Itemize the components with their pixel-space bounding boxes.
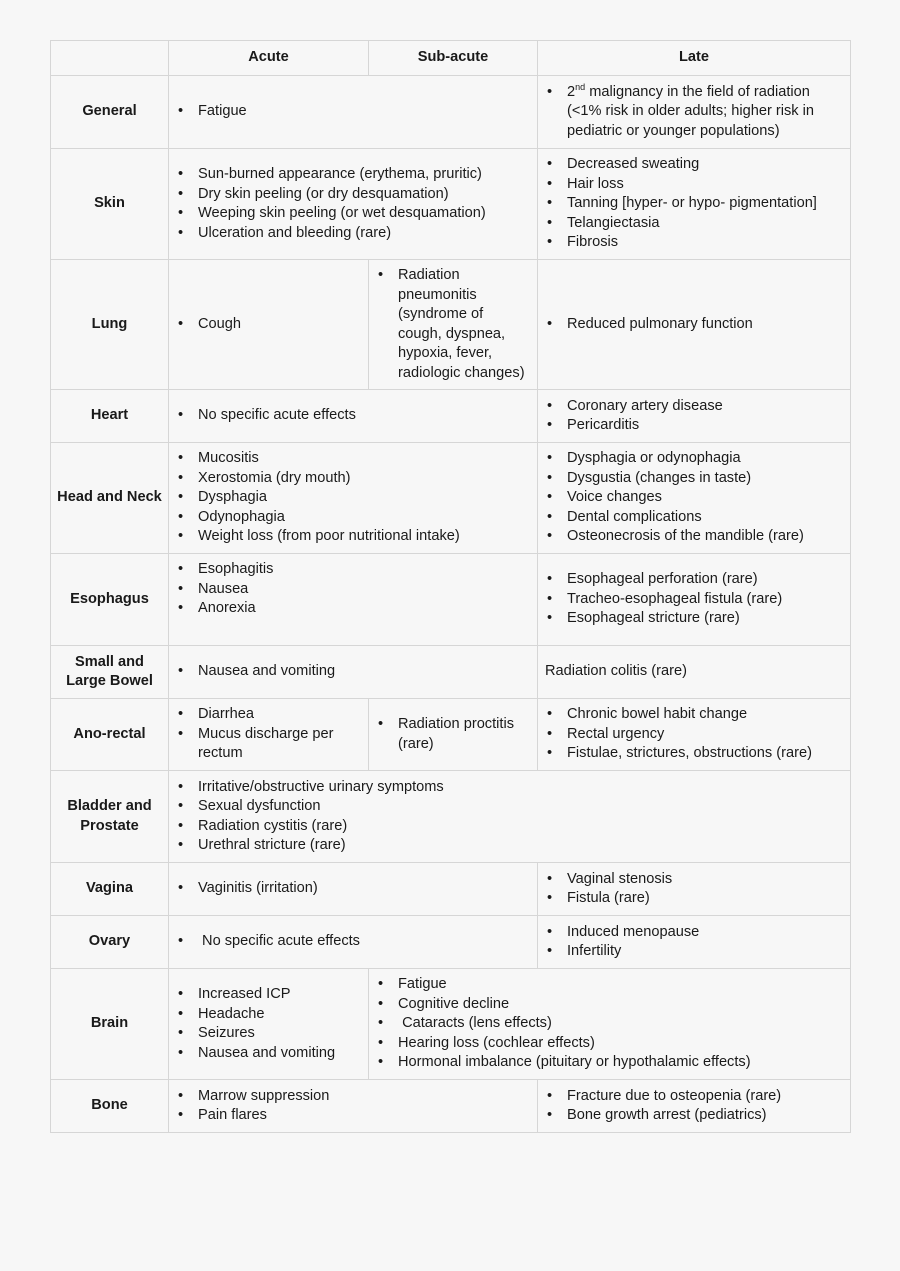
list-item: • Cataracts (lens effects)	[376, 1014, 842, 1034]
list-item: • Mucus discharge per rectum	[176, 725, 360, 764]
ovary-acute-list	[176, 932, 529, 952]
list-item: • Esophageal stricture (rare)	[545, 609, 842, 629]
lung-acute-cell	[169, 260, 369, 390]
list-item: • Fibrosis	[545, 233, 842, 253]
general-acute-list	[176, 102, 529, 122]
radiation-effects-table	[50, 40, 851, 1133]
table-row	[51, 646, 851, 699]
table-row	[51, 771, 851, 863]
list-item: • Sexual dysfunction	[176, 797, 842, 817]
bladder-all-list	[176, 778, 842, 856]
bowel-acute-list	[176, 662, 529, 682]
table-row	[51, 699, 851, 771]
bone-acute-cell	[169, 1080, 538, 1133]
list-item	[545, 83, 842, 142]
list-item: • Increased ICP	[176, 985, 360, 1005]
list-item: • Dental complications	[545, 508, 842, 528]
vagina-acute-cell	[169, 863, 538, 916]
row-label-anorectal: Ano-rectal	[51, 699, 169, 771]
row-label-ovary: Ovary	[51, 916, 169, 969]
anorectal-acute-cell	[169, 699, 369, 771]
table-row	[51, 916, 851, 969]
general-late-cell	[538, 76, 851, 149]
list-item: • Fistulae, strictures, obstructions (rare)	[545, 744, 842, 764]
list-item: • Nausea and vomiting	[176, 1044, 360, 1064]
row-label-esophagus: Esophagus	[51, 554, 169, 646]
anorectal-acute-list	[176, 705, 360, 764]
table-row	[51, 969, 851, 1080]
vagina-late-cell	[538, 863, 851, 916]
list-item: • Dysgustia (changes in taste)	[545, 469, 842, 489]
bone-acute-list	[176, 1087, 529, 1126]
list-item: • Esophagitis	[176, 560, 529, 580]
row-label-skin: Skin	[51, 149, 169, 260]
esophagus-acute-cell	[169, 554, 538, 646]
row-label-vagina: Vagina	[51, 863, 169, 916]
list-item: • Fracture due to osteopenia (rare)	[545, 1087, 842, 1107]
list-item: • Telangiectasia	[545, 214, 842, 234]
list-item: • Chronic bowel habit change	[545, 705, 842, 725]
list-item: • Dysphagia	[176, 488, 529, 508]
header-late: Late	[538, 41, 851, 76]
skin-acute-cell	[169, 149, 538, 260]
table-row	[51, 149, 851, 260]
row-label-general: General	[51, 76, 169, 149]
general-acute-cell	[169, 76, 538, 149]
list-item: • Urethral stricture (rare)	[176, 836, 842, 856]
list-item: • Radiation pneumonitis (syndrome of cough, dyspnea, hypoxia, fever, radiologic changes)	[376, 266, 529, 383]
list-item: • Nausea	[176, 580, 529, 600]
list-item: • No specific acute effects	[176, 406, 529, 426]
table-row	[51, 554, 851, 646]
anorectal-late-list	[545, 705, 842, 764]
list-item: • Seizures	[176, 1024, 360, 1044]
brain-late-list	[376, 975, 842, 1073]
table-row	[51, 1080, 851, 1133]
list-item: • Weeping skin peeling (or wet desquamation)	[176, 204, 529, 224]
list-item: • Cognitive decline	[376, 995, 842, 1015]
bowel-acute-cell	[169, 646, 538, 699]
list-item: • Xerostomia (dry mouth)	[176, 469, 529, 489]
anorectal-subacute-cell	[369, 699, 538, 771]
brain-acute-cell	[169, 969, 369, 1080]
ovary-late-cell	[538, 916, 851, 969]
row-label-heart: Heart	[51, 390, 169, 443]
list-item: • Pericarditis	[545, 416, 842, 436]
header-acute: Acute	[169, 41, 369, 76]
bone-late-list	[545, 1087, 842, 1126]
ovary-late-list	[545, 923, 842, 962]
esophagus-late-cell	[538, 554, 851, 646]
skin-acute-list	[176, 165, 529, 243]
lung-late-cell	[538, 260, 851, 390]
header-row	[51, 41, 851, 76]
list-item: • Voice changes	[545, 488, 842, 508]
list-item: • Diarrhea	[176, 705, 360, 725]
anorectal-subacute-list	[376, 715, 529, 754]
heart-late-cell	[538, 390, 851, 443]
list-item: • Hearing loss (cochlear effects)	[376, 1034, 842, 1054]
general-late-rest: malignancy in the field of radiation (<1% risk in older adults; higher risk in pediatric or younger populations)	[567, 83, 814, 139]
row-label-brain: Brain	[51, 969, 169, 1080]
list-item: • Bone growth arrest (pediatrics)	[545, 1106, 842, 1126]
list-item: • Odynophagia	[176, 508, 529, 528]
esophagus-late-list	[545, 570, 842, 629]
table-row	[51, 260, 851, 390]
headneck-late-list	[545, 449, 842, 547]
ovary-acute-cell	[169, 916, 538, 969]
heart-acute-cell	[169, 390, 538, 443]
heart-acute-list	[176, 406, 529, 426]
list-item: • Pain flares	[176, 1106, 529, 1126]
brain-late-cell	[369, 969, 851, 1080]
bladder-all-cell	[169, 771, 851, 863]
row-label-bladder: Bladder and Prostate	[51, 771, 169, 863]
table-row	[51, 863, 851, 916]
list-item: • Fistula (rare)	[545, 889, 842, 909]
row-label-bowel: Small and Large Bowel	[51, 646, 169, 699]
row-label-lung: Lung	[51, 260, 169, 390]
table-row	[51, 76, 851, 149]
list-item: • Irritative/obstructive urinary symptoms	[176, 778, 842, 798]
headneck-late-cell	[538, 443, 851, 554]
list-item: • Radiation cystitis (rare)	[176, 817, 842, 837]
list-item: • Nausea and vomiting	[176, 662, 529, 682]
lung-subacute-cell	[369, 260, 538, 390]
lung-acute-list	[176, 315, 360, 335]
list-item: • Radiation proctitis (rare)	[376, 715, 529, 754]
headneck-acute-cell	[169, 443, 538, 554]
list-item: • Dry skin peeling (or dry desquamation)	[176, 185, 529, 205]
list-item: • Cough	[176, 315, 360, 335]
bowel-late-text: Radiation colitis (rare)	[545, 663, 687, 680]
list-item: • Ulceration and bleeding (rare)	[176, 224, 529, 244]
lung-late-list	[545, 315, 842, 335]
effects-table-container	[50, 40, 850, 1133]
vagina-late-list	[545, 870, 842, 909]
lung-subacute-list	[376, 266, 529, 383]
header-subacute: Sub-acute	[369, 41, 538, 76]
list-item: • Headache	[176, 1005, 360, 1025]
row-label-bone: Bone	[51, 1080, 169, 1133]
list-item: • No specific acute effects	[176, 932, 529, 952]
list-item: • Hormonal imbalance (pituitary or hypothalamic effects)	[376, 1053, 842, 1073]
skin-late-list	[545, 155, 842, 253]
list-item: • Induced menopause	[545, 923, 842, 943]
list-item: • Infertility	[545, 942, 842, 962]
list-item: • Fatigue	[176, 102, 529, 122]
list-item: • Hair loss	[545, 175, 842, 195]
list-item: • Anorexia	[176, 599, 529, 619]
general-late-sup: nd	[575, 81, 586, 92]
table-row	[51, 390, 851, 443]
list-item: • Vaginal stenosis	[545, 870, 842, 890]
list-item: • Decreased sweating	[545, 155, 842, 175]
list-item: • Coronary artery disease	[545, 397, 842, 417]
list-item: • Fatigue	[376, 975, 842, 995]
list-item: • Reduced pulmonary function	[545, 315, 842, 335]
brain-acute-list	[176, 985, 360, 1063]
row-label-head-and-neck: Head and Neck	[51, 443, 169, 554]
list-item: • Tracheo-esophageal fistula (rare)	[545, 590, 842, 610]
list-item: • Tanning [hyper- or hypo- pigmentation]	[545, 194, 842, 214]
list-item: • Dysphagia or odynophagia	[545, 449, 842, 469]
list-item: • Esophageal perforation (rare)	[545, 570, 842, 590]
bowel-late-cell	[538, 646, 851, 699]
anorectal-late-cell	[538, 699, 851, 771]
table-row	[51, 443, 851, 554]
bone-late-cell	[538, 1080, 851, 1133]
list-item: • Marrow suppression	[176, 1087, 529, 1107]
general-late-prefix: 2	[567, 83, 576, 100]
list-item: • Sun-burned appearance (erythema, pruritic)	[176, 165, 529, 185]
general-late-list	[545, 83, 842, 142]
heart-late-list	[545, 397, 842, 436]
list-item: • Mucositis	[176, 449, 529, 469]
list-item: • Vaginitis (irritation)	[176, 879, 529, 899]
esophagus-acute-list	[176, 560, 529, 619]
headneck-acute-list	[176, 449, 529, 547]
list-item: • Rectal urgency	[545, 725, 842, 745]
skin-late-cell	[538, 149, 851, 260]
header-corner	[51, 41, 169, 76]
vagina-acute-list	[176, 879, 529, 899]
list-item: • Weight loss (from poor nutritional intake)	[176, 527, 529, 547]
list-item: • Osteonecrosis of the mandible (rare)	[545, 527, 842, 547]
